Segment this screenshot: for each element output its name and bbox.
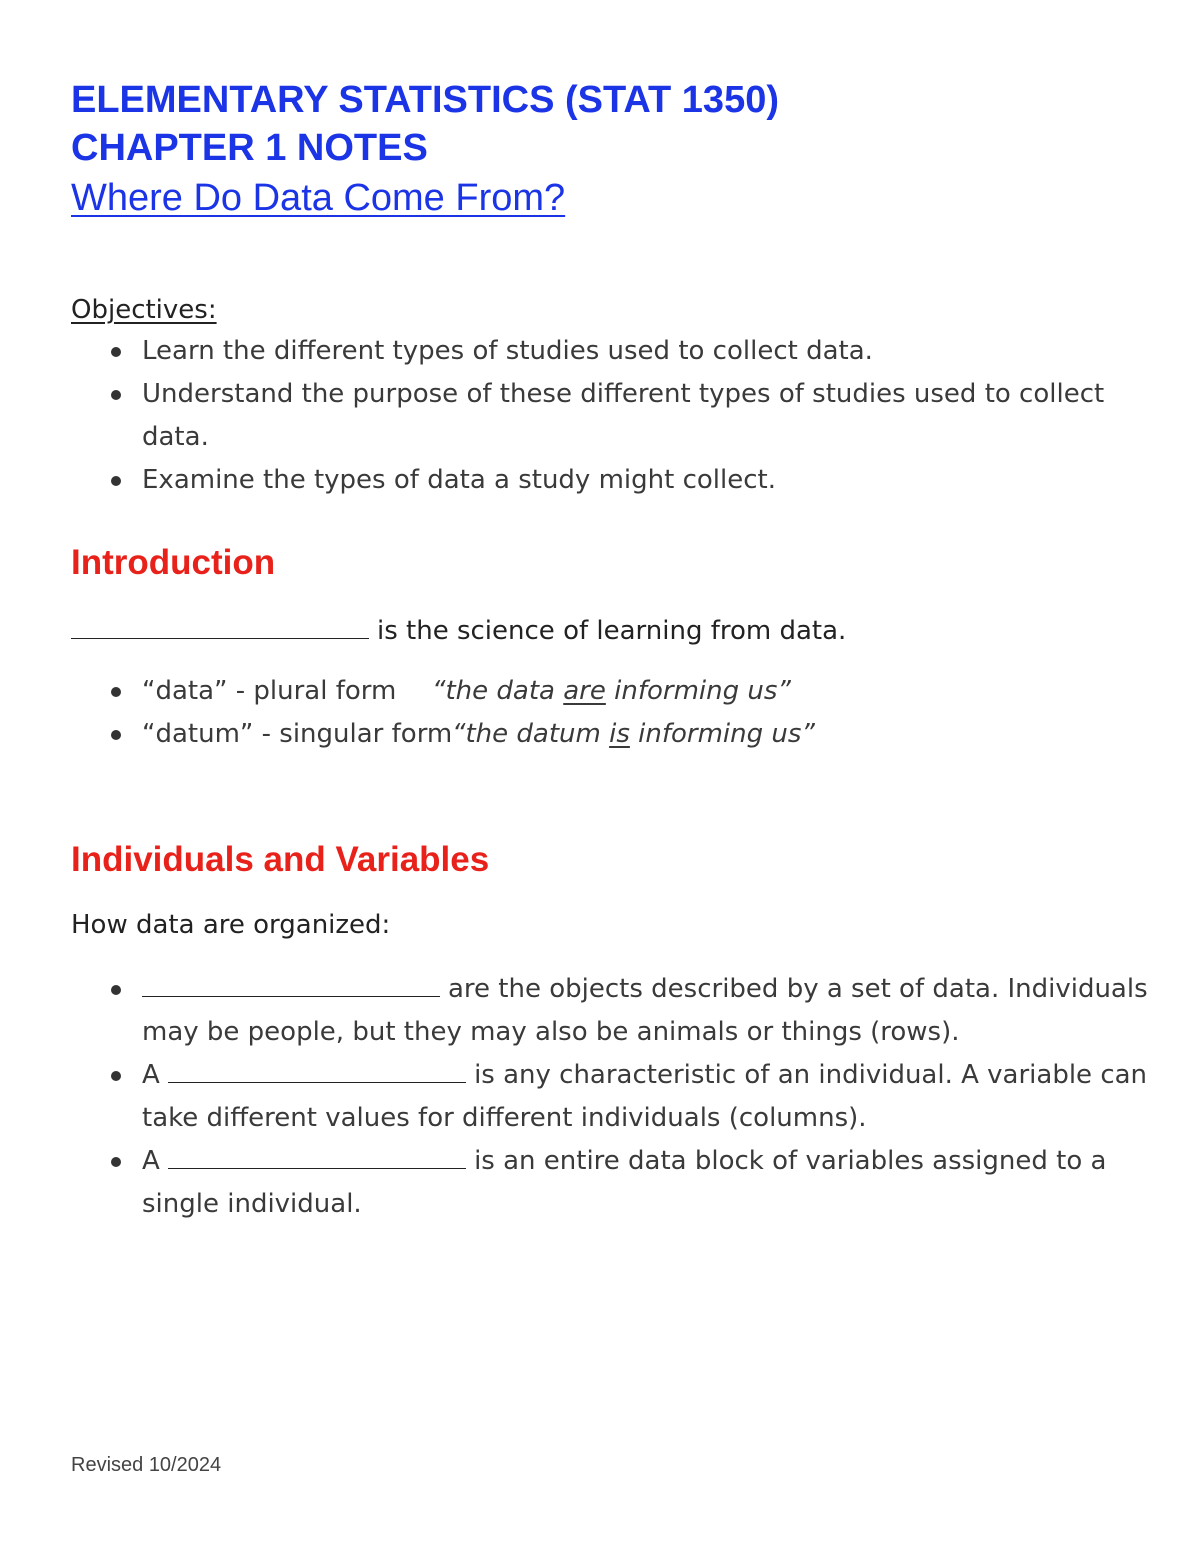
- revision-note: Revised 10/2024: [71, 1454, 222, 1476]
- bullet-icon: [111, 476, 121, 486]
- data-term: “data” - plural form: [142, 676, 397, 706]
- fill-in-blank: [71, 612, 369, 639]
- fill-in-blank: [168, 1142, 466, 1169]
- chapter-title: CHAPTER 1 NOTES: [71, 127, 428, 169]
- bullet-icon: [111, 390, 121, 400]
- definitions-list: [71, 968, 1151, 1226]
- list-item: Understand the purpose of these different types of studies used to collect data.: [71, 373, 1141, 459]
- introduction-heading: Introduction: [71, 543, 276, 582]
- bullet-icon: [111, 985, 121, 995]
- objectives-list: [71, 330, 1141, 502]
- bullet-icon: [111, 1157, 121, 1167]
- bullet-icon: [111, 1071, 121, 1081]
- data-datum-list: [71, 670, 1141, 756]
- list-item: are the objects described by a set of data. Individuals may be people, but they may also be animals or things (rows).: [71, 968, 1151, 1054]
- chapter-subtitle-link[interactable]: Where Do Data Come From?: [71, 177, 566, 219]
- list-item: A is an entire data block of variables assigned to a single individual.: [71, 1140, 1151, 1226]
- organization-intro: How data are organized:: [71, 910, 391, 940]
- document-header: [71, 76, 1131, 224]
- datum-example: “the datum is informing us”: [452, 719, 815, 749]
- list-item: Examine the types of data a study might collect.: [71, 459, 1141, 502]
- objectives-section: [71, 290, 1141, 502]
- list-item: [71, 670, 1141, 713]
- bullet-icon: [111, 687, 121, 697]
- individuals-variables-heading: Individuals and Variables: [71, 840, 490, 879]
- list-item: A is any characteristic of an individual. A variable can take different values for different individuals (columns).: [71, 1054, 1151, 1140]
- bullet-icon: [111, 347, 121, 357]
- course-title: ELEMENTARY STATISTICS (STAT 1350): [71, 79, 779, 121]
- data-example: “the data are informing us”: [432, 676, 791, 706]
- statistics-definition: is the science of learning from data.: [71, 612, 846, 646]
- datum-term: “datum” - singular form: [142, 719, 453, 749]
- list-item: Learn the different types of studies used to collect data.: [71, 330, 1141, 373]
- objectives-label: Objectives:: [71, 295, 217, 325]
- list-item: [71, 713, 1141, 756]
- bullet-icon: [111, 730, 121, 740]
- fill-in-blank: [168, 1056, 466, 1083]
- fill-in-blank: [142, 970, 440, 997]
